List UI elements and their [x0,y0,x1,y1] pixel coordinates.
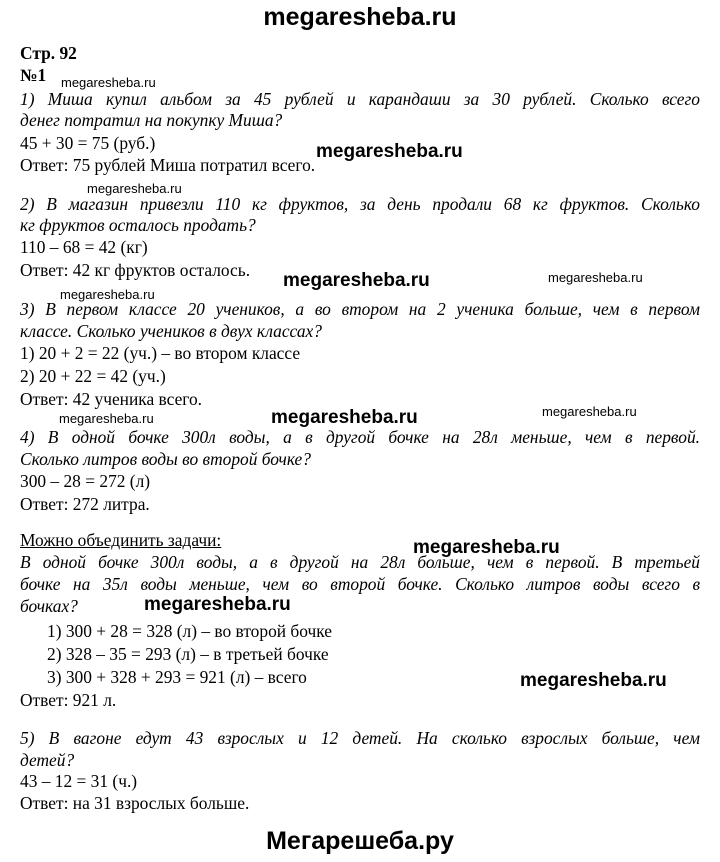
task5-answer: Ответ: на 31 взрослых больше. [20,793,250,813]
task1-text: денег потратил на покупку Миша? [20,110,283,130]
task5-text: детей? [20,750,75,770]
watermark: megaresheba.ru [283,270,430,291]
combined-answer: Ответ: 921 л. [20,690,117,710]
watermark: megaresheba.ru [548,270,643,285]
task3-text: 3) В первом классе 20 учеников, а во втором на 2 ученика больше, чем в первом [20,299,700,319]
combined-text: В одной бочке 300л воды, а в другой на 28л больше, чем в первой. В третьей [20,552,700,572]
watermark: megaresheba.ru [316,141,463,162]
task5-text: 5) В вагоне едут 43 взрослых и 12 детей. На сколько взрослых больше, чем [20,728,700,748]
task-number: №1 [20,65,47,85]
watermark: megaresheba.ru [520,670,667,691]
combined-solution: 1) 300 + 28 = 328 (л) – во второй бочке [47,621,332,641]
task4-text: Сколько литров воды во второй бочке? [20,449,311,469]
task3-text: классе. Сколько учеников в двух классах? [20,321,322,341]
task5-solution: 43 – 12 = 31 (ч.) [20,771,138,791]
task3-solution: 1) 20 + 2 = 22 (уч.) – во втором классе [20,343,301,363]
task4-answer: Ответ: 272 литра. [20,494,150,514]
combined-text: бочке на 35л воды меньше, чем во второй бочке. Сколько литров воды всего в [20,574,700,594]
site-footer: Мегарешеба.ру [266,827,454,855]
task1-text: 1) Миша купил альбом за 45 рублей и карандаши за 30 рублей. Сколько всего [20,89,700,109]
combined-solution: 2) 328 – 35 = 293 (л) – в третьей бочке [47,644,329,664]
task2-text: 2) В магазин привезли 110 кг фруктов, за день продали 68 кг фруктов. Сколько [20,194,700,214]
watermark: megaresheba.ru [413,537,560,558]
watermark: megaresheba.ru [60,287,155,302]
combined-solution: 3) 300 + 328 + 293 = 921 (л) – всего [47,667,307,687]
page-label: Стр. 92 [20,43,77,63]
task2-text: кг фруктов осталось продать? [20,215,256,235]
watermark: megaresheba.ru [144,594,291,615]
combined-heading: Можно объединить задачи: [20,530,222,550]
watermark: megaresheba.ru [59,411,154,426]
task3-answer: Ответ: 42 ученика всего. [20,389,203,409]
watermark: megaresheba.ru [271,407,418,428]
task3-solution: 2) 20 + 22 = 42 (уч.) [20,366,166,386]
site-header: megaresheba.ru [263,3,457,31]
task1-solution: 45 + 30 = 75 (руб.) [20,133,156,153]
task2-answer: Ответ: 42 кг фруктов осталось. [20,260,251,280]
task4-text: 4) В одной бочке 300л воды, а в другой бочке на 28л меньше, чем в первой. [20,427,700,447]
watermark: megaresheba.ru [542,404,637,419]
watermark: megaresheba.ru [87,181,182,196]
watermark: megaresheba.ru [61,75,156,90]
combined-text: бочках? [20,596,78,616]
task1-answer: Ответ: 75 рублей Миша потратил всего. [20,155,316,175]
task2-solution: 110 – 68 = 42 (кг) [20,237,148,257]
task4-solution: 300 – 28 = 272 (л) [20,471,151,491]
